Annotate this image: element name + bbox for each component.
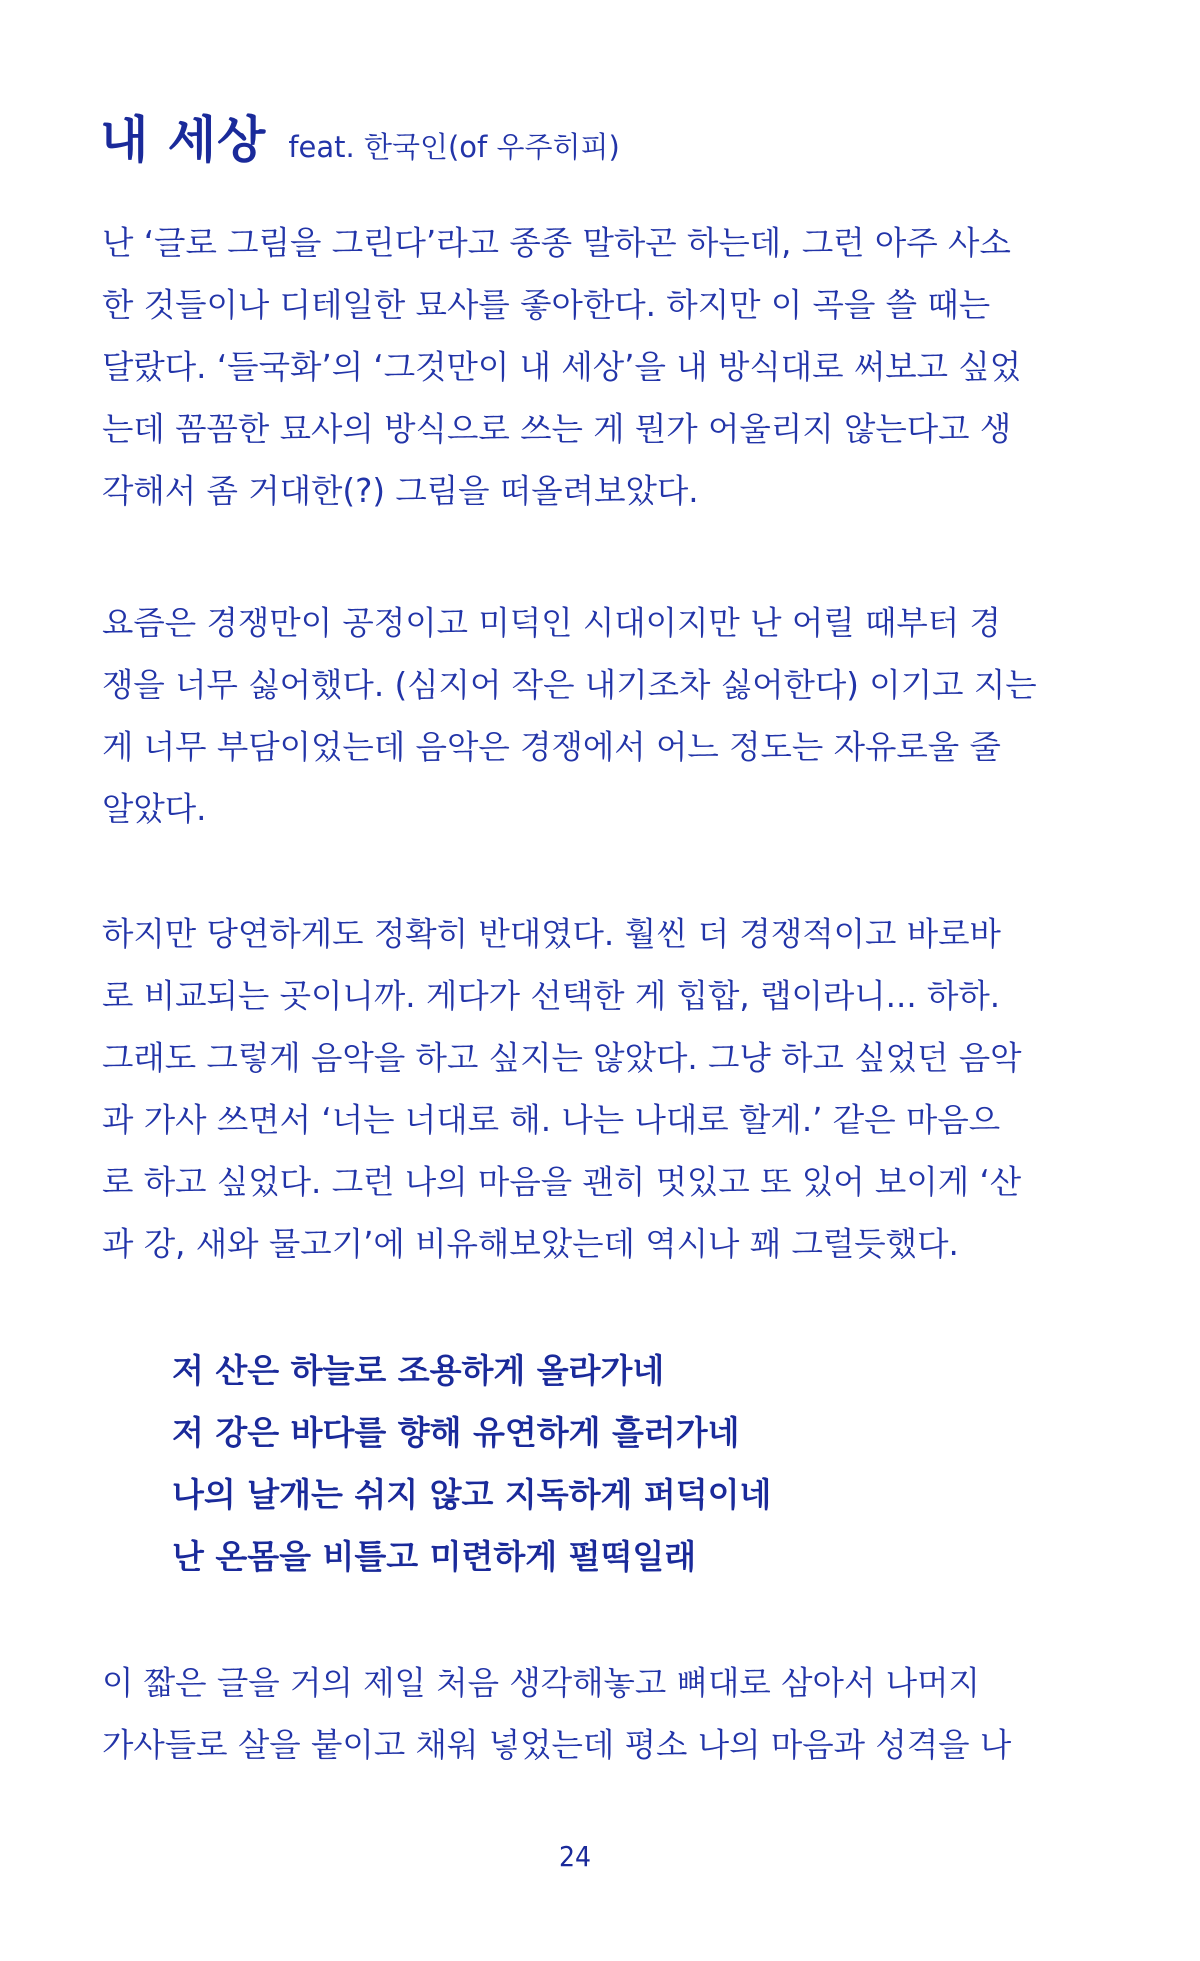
paragraph-line: 가사들로 살을 붙이고 채워 넣었는데 평소 나의 마음과 성격을 나 xyxy=(102,1726,1012,1764)
paragraph-line: 게 너무 부담이었는데 음악은 경쟁에서 어느 정도는 자유로울 줄 xyxy=(102,728,1001,766)
lyric-line: 저 강은 바다를 향해 유연하게 흘러가네 xyxy=(172,1413,740,1452)
lyrics-quote xyxy=(172,1340,1052,1588)
paragraph-line: 알았다. xyxy=(102,790,207,828)
paragraph-line: 과 강, 새와 물고기’에 비유해보았는데 역시나 꽤 그럴듯했다. xyxy=(102,1225,959,1263)
lyric-line: 저 산은 하늘로 조용하게 올라가네 xyxy=(172,1351,665,1390)
paragraph-4 xyxy=(102,1652,1052,1776)
paragraph-line: 하지만 당연하게도 정확히 반대였다. 훨씬 더 경쟁적이고 바로바 xyxy=(102,915,1001,953)
paragraph-line: 로 비교되는 곳이니까. 게다가 선택한 게 힙합, 랩이라니... 하하. xyxy=(102,977,1001,1015)
paragraph-line: 난 ‘글로 그림을 그린다’라고 종종 말하곤 하는데, 그런 아주 사소 xyxy=(102,224,1011,262)
paragraph-line: 한 것들이나 디테일한 묘사를 좋아한다. 하지만 이 곡을 쓸 때는 xyxy=(102,286,991,324)
paragraph-line: 쟁을 너무 싫어했다. (심지어 작은 내기조차 싫어한다) 이기고 지는 xyxy=(102,666,1037,704)
paragraph-line: 요즘은 경쟁만이 공정이고 미덕인 시대이지만 난 어릴 때부터 경 xyxy=(102,604,1001,642)
paragraph-line: 달랐다. ‘들국화’의 ‘그것만이 내 세상’을 내 방식대로 써보고 싶었 xyxy=(102,348,1022,386)
lyric-line: 난 온몸을 비틀고 미련하게 펄떡일래 xyxy=(172,1537,697,1576)
paragraph-line: 이 짧은 글을 거의 제일 처음 생각해놓고 뼈대로 삼아서 나머지 xyxy=(102,1664,980,1702)
song-title: 내 세상 xyxy=(100,111,267,169)
paragraph-line: 각해서 좀 거대한(?) 그림을 떠올려보았다. xyxy=(102,472,699,510)
paragraph-3 xyxy=(102,903,1052,1275)
paragraph-2 xyxy=(102,592,1052,840)
paragraph-1 xyxy=(102,212,1052,522)
song-subtitle: feat. 한국인(of 우주히피) xyxy=(288,130,620,164)
paragraph-line: 과 가사 쓰면서 ‘너는 너대로 해. 나는 나대로 할게.’ 같은 마음으 xyxy=(102,1101,1001,1139)
heading xyxy=(100,100,620,172)
paragraph-line: 는데 꼼꼼한 묘사의 방식으로 쓰는 게 뭔가 어울리지 않는다고 생 xyxy=(102,410,1012,448)
paragraph-line: 로 하고 싶었다. 그런 나의 마음을 괜히 멋있고 또 있어 보이게 ‘산 xyxy=(102,1163,1022,1201)
paragraph-line: 그래도 그렇게 음악을 하고 싶지는 않았다. 그냥 하고 싶었던 음악 xyxy=(102,1039,1022,1077)
lyric-line: 나의 날개는 쉬지 않고 지독하게 퍼덕이네 xyxy=(172,1475,772,1514)
page-number: 24 xyxy=(558,1840,592,1873)
